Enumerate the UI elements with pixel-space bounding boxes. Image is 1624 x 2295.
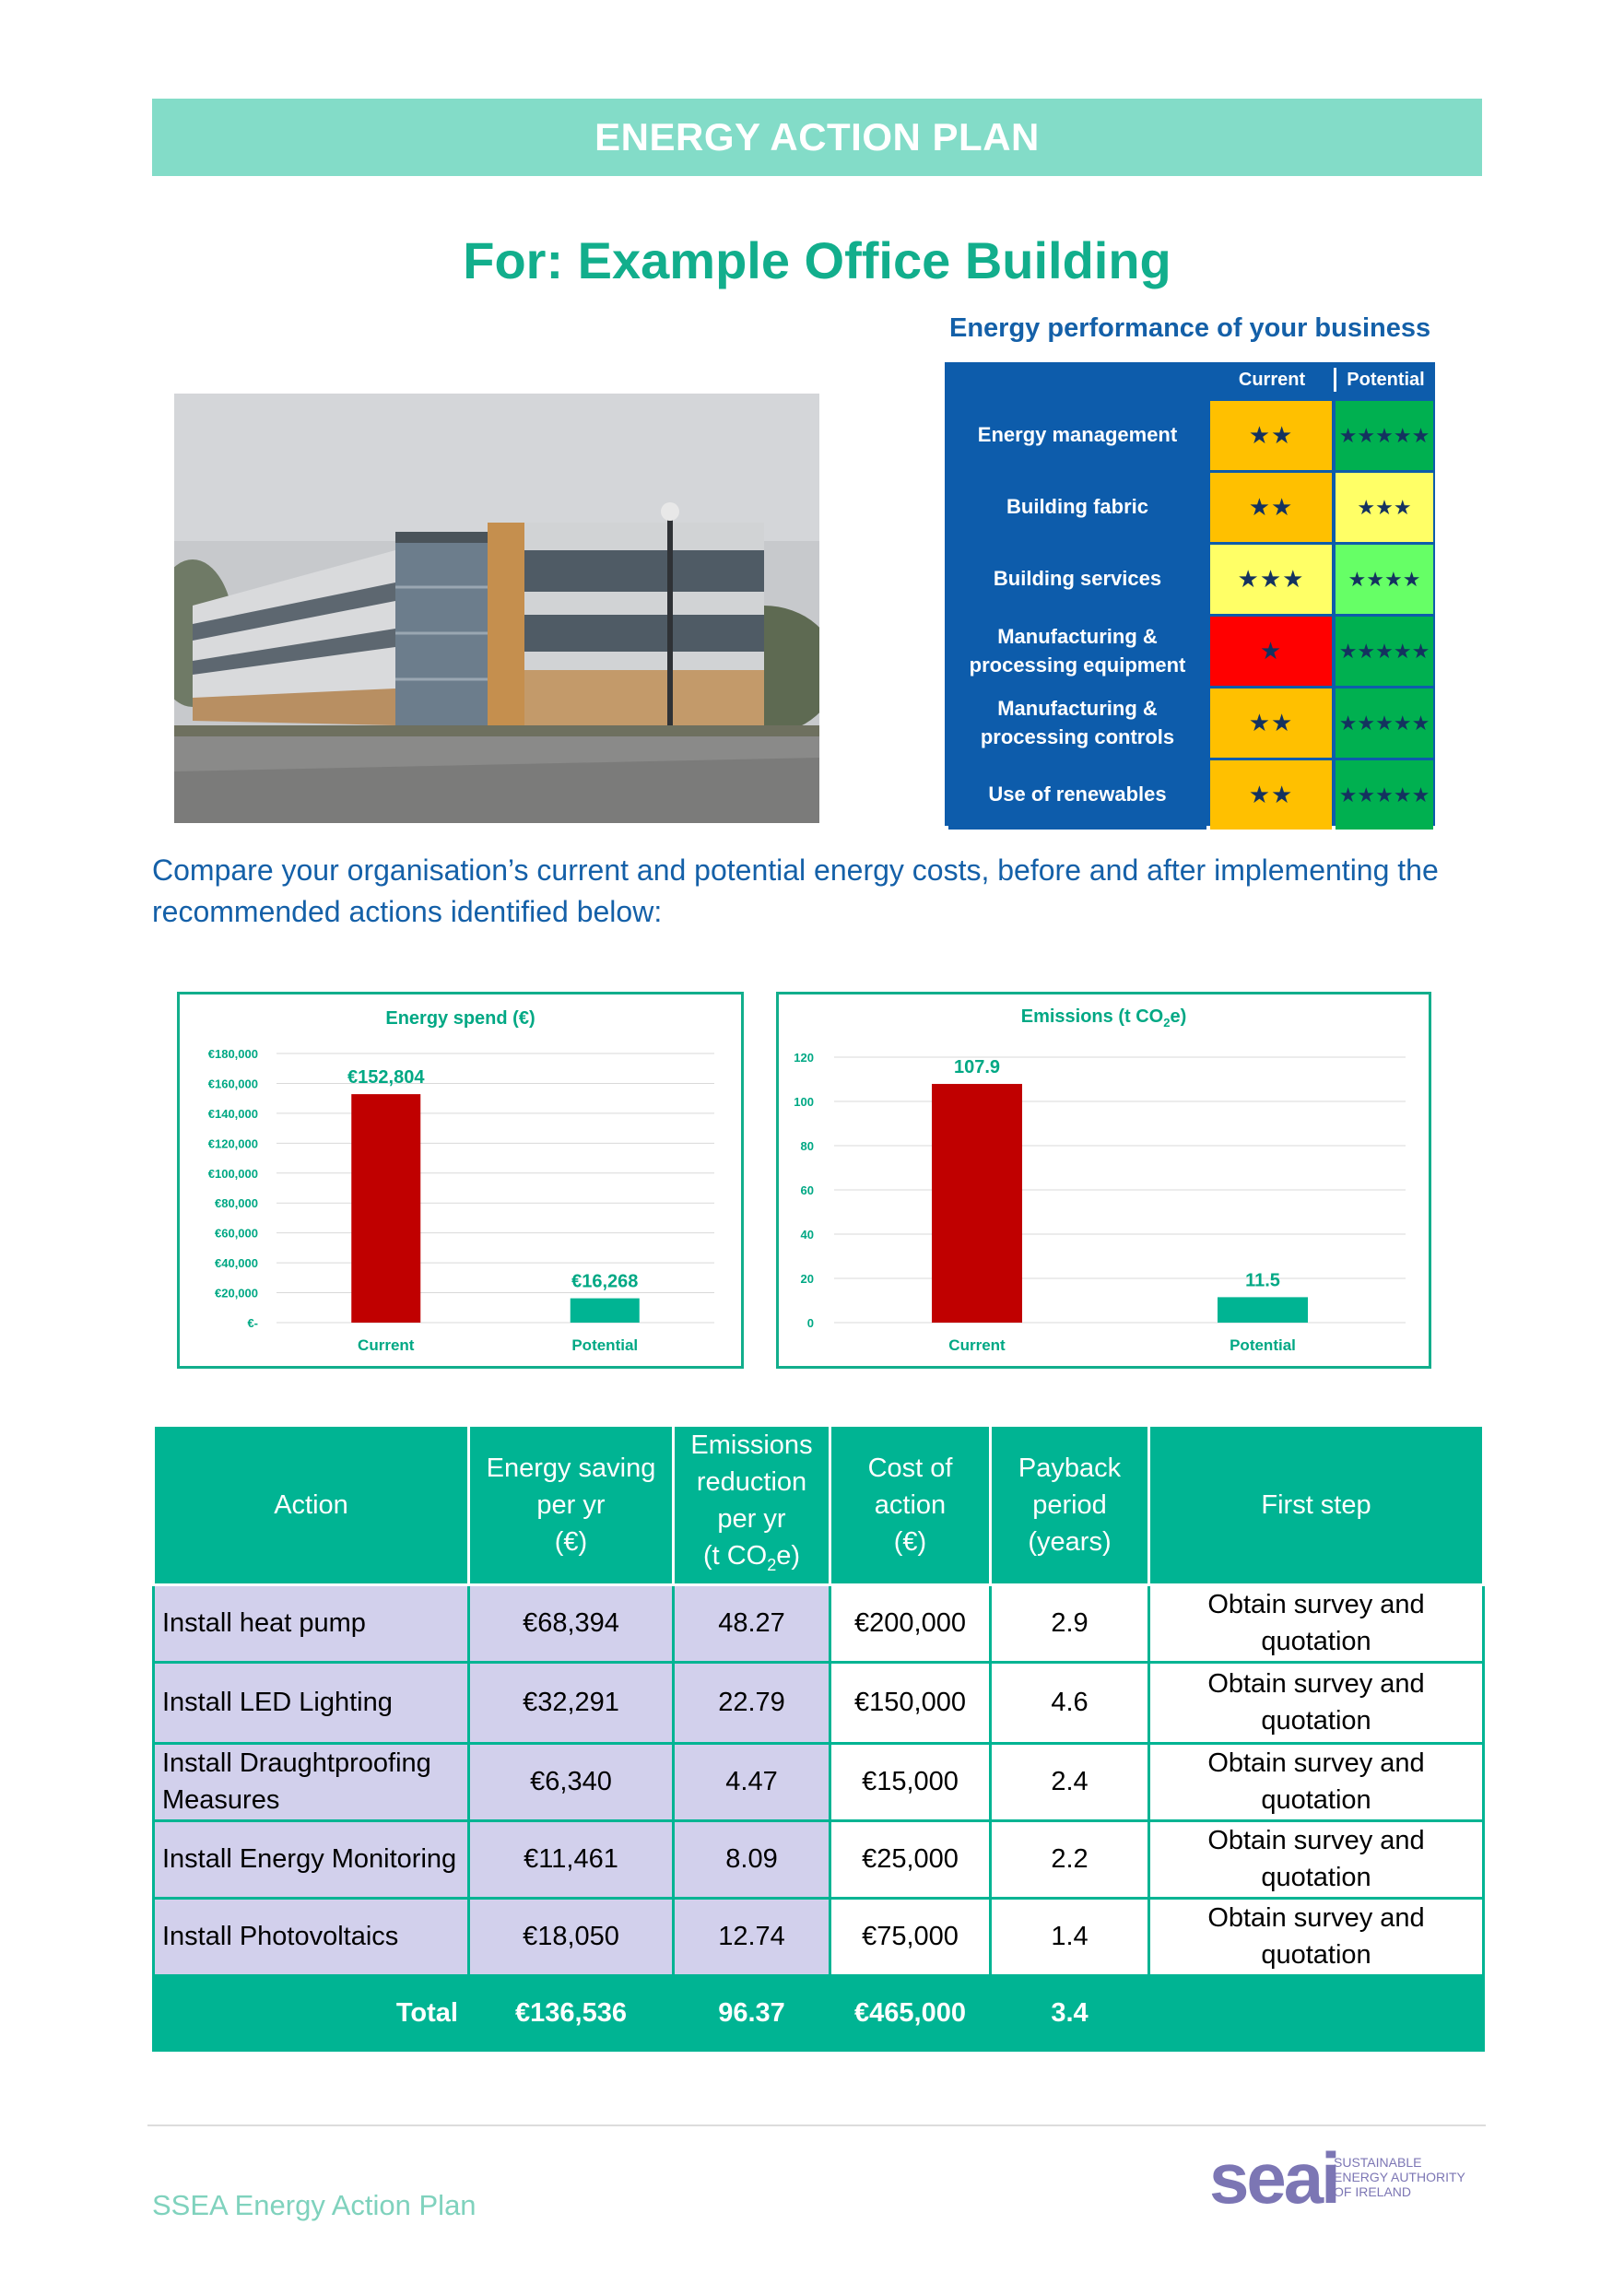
col-potential-header: Potential bbox=[1347, 369, 1425, 390]
cell-emissions: 12.74 bbox=[674, 1898, 830, 1975]
cell-saving: €18,050 bbox=[469, 1898, 674, 1975]
rating-label: Manufacturing & processing controls bbox=[948, 688, 1206, 758]
page-title: For: Example Office Building bbox=[463, 231, 1171, 289]
y-tick-label: 20 bbox=[800, 1272, 814, 1286]
data-label: 11.5 bbox=[1245, 1270, 1280, 1291]
cell-saving: €68,394 bbox=[469, 1584, 674, 1662]
header-cost: Cost of action (€) bbox=[830, 1426, 991, 1585]
rating-row bbox=[945, 617, 1435, 686]
rating-potential-stars: ★★★★ bbox=[1336, 545, 1433, 614]
rating-current-stars: ★★★ bbox=[1210, 545, 1332, 614]
data-label: 107.9 bbox=[953, 1057, 1001, 1078]
cell-emissions: 48.27 bbox=[674, 1584, 830, 1662]
rating-row bbox=[945, 473, 1435, 542]
y-tick-label: 0 bbox=[806, 1316, 814, 1330]
y-tick-label: €140,000 bbox=[207, 1106, 258, 1121]
performance-heading: Energy performance of your business bbox=[949, 313, 1431, 343]
rating-potential-stars: ★★★★★ bbox=[1336, 760, 1433, 830]
rating-potential-stars: ★★★★★ bbox=[1336, 688, 1433, 758]
cell-payback: 2.9 bbox=[991, 1584, 1149, 1662]
x-tick-label: Potential bbox=[1230, 1336, 1296, 1354]
cell-action: Install Photovoltaics bbox=[154, 1898, 469, 1975]
y-tick-label: €- bbox=[247, 1316, 258, 1330]
table-row bbox=[154, 1898, 1484, 1975]
y-tick-label: €80,000 bbox=[215, 1196, 258, 1211]
y-tick-label: €160,000 bbox=[207, 1077, 258, 1091]
y-tick-label: 120 bbox=[794, 1051, 814, 1065]
y-tick-label: 100 bbox=[794, 1095, 814, 1109]
rating-label: Use of renewables bbox=[948, 760, 1206, 830]
chart-title: Energy spend (€) bbox=[385, 1008, 535, 1029]
rating-row bbox=[945, 688, 1435, 758]
actions-table bbox=[152, 1424, 1485, 2052]
y-tick-label: 60 bbox=[800, 1183, 814, 1197]
y-tick-label: €40,000 bbox=[215, 1256, 258, 1271]
cell-saving: €6,340 bbox=[469, 1743, 674, 1820]
x-tick-label: Current bbox=[948, 1336, 1006, 1354]
seai-logo bbox=[1209, 2136, 1465, 2220]
table-row bbox=[154, 1743, 1484, 1820]
building-photo bbox=[174, 394, 819, 823]
cell-cost: €75,000 bbox=[830, 1898, 991, 1975]
table-row bbox=[154, 1662, 1484, 1743]
seai-logo-subtitle: SUSTAINABLE ENERGY AUTHORITY OF IRELAND bbox=[1334, 2155, 1465, 2199]
page-banner: ENERGY ACTION PLAN bbox=[152, 99, 1482, 176]
cell-emissions: 4.47 bbox=[674, 1743, 830, 1820]
intro-text: Compare your organisation’s current and potential energy costs, before and after implementing the recommended actions identified below: bbox=[152, 853, 1439, 928]
footer-divider bbox=[147, 2124, 1486, 2126]
rating-label: Building services bbox=[948, 545, 1206, 614]
cell-cost: €15,000 bbox=[830, 1743, 991, 1820]
rating-current-stars: ★ bbox=[1210, 617, 1332, 686]
rating-row bbox=[945, 401, 1435, 470]
header-emissions-reduction: Emissions reduction per yr (t $CO_2e$) bbox=[674, 1426, 830, 1585]
performance-rating-table bbox=[945, 362, 1435, 826]
cell-payback: 1.4 bbox=[991, 1898, 1149, 1975]
total-saving: €136,536 bbox=[469, 1975, 674, 2050]
cell-cost: €150,000 bbox=[830, 1662, 991, 1743]
cell-first-step: Obtain survey and quotation bbox=[1149, 1584, 1484, 1662]
rating-potential-stars: ★★★★★ bbox=[1336, 401, 1433, 470]
rating-current-stars: ★★ bbox=[1210, 473, 1332, 542]
col-current-header: Current bbox=[1238, 369, 1306, 390]
header-energy-saving: Energy saving per yr (€) bbox=[469, 1426, 674, 1585]
cell-action: Install Energy Monitoring bbox=[154, 1820, 469, 1898]
x-tick-label: Current bbox=[358, 1336, 415, 1354]
rating-potential-stars: ★★★ bbox=[1336, 473, 1433, 542]
cell-first-step: Obtain survey and quotation bbox=[1149, 1662, 1484, 1743]
chart-title: Emissions (t $CO_2e$) bbox=[1020, 1006, 1187, 1030]
rating-label: Building fabric bbox=[948, 473, 1206, 542]
cell-cost: €25,000 bbox=[830, 1820, 991, 1898]
cell-first-step: Obtain survey and quotation bbox=[1149, 1898, 1484, 1975]
rating-current-stars: ★★ bbox=[1210, 401, 1332, 470]
rating-current-stars: ★★ bbox=[1210, 760, 1332, 830]
x-tick-label: Potential bbox=[571, 1336, 639, 1354]
total-label: Total bbox=[154, 1975, 469, 2050]
cell-action: Install heat pump bbox=[154, 1584, 469, 1662]
cell-first-step: Obtain survey and quotation bbox=[1149, 1820, 1484, 1898]
total-emissions: 96.37 bbox=[674, 1975, 830, 2050]
total-row bbox=[154, 1975, 1484, 2050]
y-tick-label: 40 bbox=[800, 1228, 814, 1242]
bar-current bbox=[932, 1084, 1022, 1323]
table-row bbox=[154, 1820, 1484, 1898]
total-first-step bbox=[1149, 1975, 1484, 2050]
header-payback: Payback period (years) bbox=[991, 1426, 1149, 1585]
y-tick-label: €100,000 bbox=[207, 1166, 258, 1181]
rating-current-stars: ★★ bbox=[1210, 688, 1332, 758]
cell-payback: 4.6 bbox=[991, 1662, 1149, 1743]
cell-action: Install LED Lighting bbox=[154, 1662, 469, 1743]
footer-text: SSEA Energy Action Plan bbox=[152, 2189, 477, 2221]
cell-emissions: 8.09 bbox=[674, 1820, 830, 1898]
y-tick-label: €60,000 bbox=[215, 1226, 258, 1241]
table-row bbox=[154, 1584, 1484, 1662]
data-label: €16,268 bbox=[571, 1271, 639, 1292]
cell-saving: €11,461 bbox=[469, 1820, 674, 1898]
total-cost: €465,000 bbox=[830, 1975, 991, 2050]
cell-payback: 2.4 bbox=[991, 1743, 1149, 1820]
energy-spend-chart bbox=[177, 992, 744, 1369]
cell-action: Install Draughtproofing Measures bbox=[154, 1743, 469, 1820]
header-action: Action bbox=[154, 1426, 469, 1585]
cell-saving: €32,291 bbox=[469, 1662, 674, 1743]
cell-payback: 2.2 bbox=[991, 1820, 1149, 1898]
bar-potential bbox=[571, 1299, 640, 1323]
rating-row bbox=[945, 545, 1435, 614]
cell-first-step: Obtain survey and quotation bbox=[1149, 1743, 1484, 1820]
total-payback: 3.4 bbox=[991, 1975, 1149, 2050]
rating-label: Manufacturing & processing equipment bbox=[948, 617, 1206, 686]
y-tick-label: €180,000 bbox=[207, 1047, 258, 1061]
emissions-chart bbox=[776, 992, 1431, 1369]
y-tick-label: €120,000 bbox=[207, 1136, 258, 1151]
cell-emissions: 22.79 bbox=[674, 1662, 830, 1743]
bar-current bbox=[351, 1094, 420, 1323]
y-tick-label: €20,000 bbox=[215, 1286, 258, 1300]
y-tick-label: 80 bbox=[800, 1139, 814, 1153]
rating-row bbox=[945, 760, 1435, 830]
rating-potential-stars: ★★★★★ bbox=[1336, 617, 1433, 686]
header-first-step: First step bbox=[1149, 1426, 1484, 1585]
bar-potential bbox=[1218, 1297, 1308, 1323]
data-label: €152,804 bbox=[347, 1067, 425, 1089]
rating-label: Energy management bbox=[948, 401, 1206, 470]
seai-logo-word: seai bbox=[1209, 2137, 1338, 2218]
cell-cost: €200,000 bbox=[830, 1584, 991, 1662]
